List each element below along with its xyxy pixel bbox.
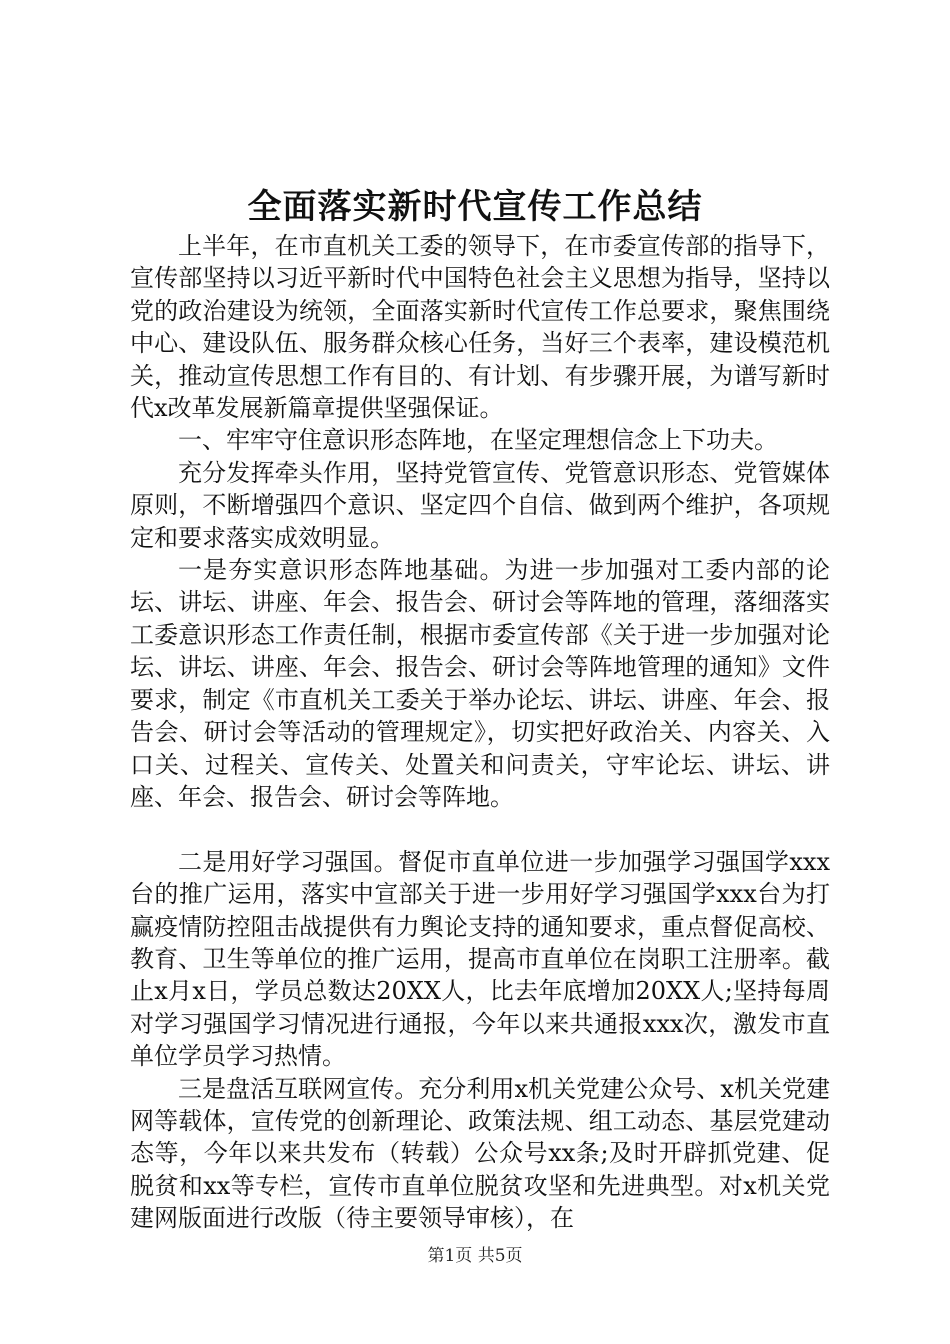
page-number-footer: 第1页 共5页: [427, 1246, 523, 1266]
document-body: [130, 230, 830, 1235]
paragraph-point-one: 一是夯实意识形态阵地基础。为进一步加强对工委内部的论坛、讲坛、讲座、年会、报告会、研讨会等阵地的管理，落细落实工委意识形态工作责任制，根据市委宣传部《关于进一步加强对论坛、讲坛、讲座、年会、报告会、研讨会等阵地管理的通知》文件要求，制定《市直机关工委关于举办论坛、讲坛、讲座、年会、报告会、研讨会等活动的管理规定》，切实把好政治关、内容关、入口关、过程关、宣传关、处置关和问责关，守牢论坛、讲坛、讲座、年会、报告会、研讨会等阵地。: [130, 556, 830, 811]
paragraph-point-three: 三是盘活互联网宣传。充分利用x机关党建公众号、x机关党建网等载体，宣传党的创新理论、政策法规、组工动态、基层党建动态等，今年以来共发布（转载）公众号xx条;及时开辟抓党建、促脱贫和xx等专栏，宣传市直单位脱贫攻坚和先进典型。对x机关党建网版面进行改版（待主要领导审核），在: [130, 1074, 830, 1233]
document-title: 全面落实新时代宣传工作总结: [247, 187, 703, 227]
paragraph-section-summary: 充分发挥牵头作用，坚持党管宣传、党管意识形态、党管媒体原则，不断增强四个意识、坚定四个自信、做到两个维护，各项规定和要求落实成效明显。: [130, 458, 830, 552]
paragraph-intro: 上半年，在市直机关工委的领导下，在市委宣传部的指导下，宣传部坚持以习近平新时代中国特色社会主义思想为指导，坚持以党的政治建设为统领，全面落实新时代宣传工作总要求，聚焦围绕中心、建设队伍、服务群众核心任务，当好三个表率，建设模范机关，推动宣传思想工作有目的、有计划、有步骤开展，为谱写新时代x改革发展新篇章提供坚强保证。: [130, 232, 830, 423]
paragraph-section-heading: 一、牢牢守住意识形态阵地，在坚定理想信念上下功夫。: [178, 426, 778, 455]
paragraph-point-two: 二是用好学习强国。督促市直单位进一步加强学习强国学xxx台的推广运用，落实中宣部关于进一步用好学习强国学xxx台为打赢疫情防控阻击战提供有力舆论支持的通知要求，重点督促高校、教育、卫生等单位的推广运用，提高市直单位在岗职工注册率。截止x月x日，学员总数达20XX人，比去年底增加20XX人;坚持每周对学习强国学习情况进行通报，今年以来共通报xxx次，激发市直单位学员学习热情。: [130, 847, 830, 1071]
